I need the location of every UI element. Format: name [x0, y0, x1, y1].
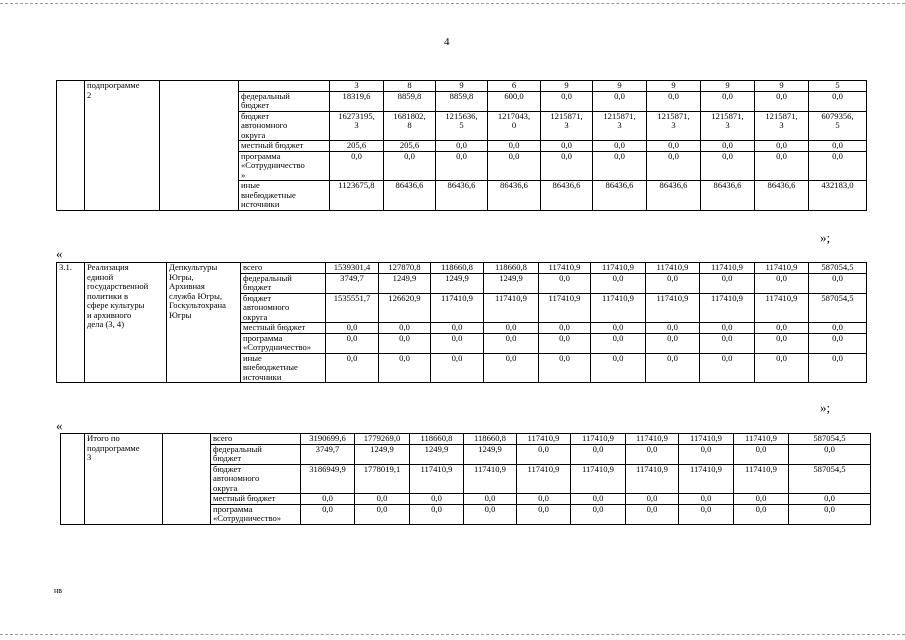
value-cell: 1249,9	[431, 273, 484, 293]
value-cell: 6	[488, 81, 541, 92]
number-cell	[61, 434, 85, 525]
subprogram-2-totals-table	[56, 80, 867, 211]
value-cell: 0,0	[571, 504, 626, 524]
value-cell: 127870,8	[379, 263, 431, 274]
subprogram-name-cell: подпрограмме 2	[85, 81, 160, 211]
value-cell: 5	[809, 81, 867, 92]
value-cell: 1778019,1	[355, 464, 410, 494]
value-cell: 117410,9	[679, 464, 734, 494]
value-cell: 0,0	[755, 141, 809, 152]
value-cell: 0,0	[734, 444, 789, 464]
value-cell: 117410,9	[755, 263, 809, 274]
value-cell: 117410,9	[646, 263, 700, 274]
value-cell: 0,0	[701, 141, 755, 152]
value-cell: 0,0	[701, 91, 755, 111]
value-cell: 0,0	[700, 323, 755, 334]
value-cell: 0,0	[517, 444, 571, 464]
footer-code: нв	[54, 586, 63, 595]
value-cell: 117410,9	[734, 434, 789, 445]
value-cell: 0,0	[484, 323, 539, 334]
value-cell: 0,0	[431, 323, 484, 334]
value-cell: 1215636, 5	[436, 111, 488, 141]
value-cell: 118660,8	[431, 263, 484, 274]
value-cell: 0,0	[647, 141, 701, 152]
funding-source-cell: программа «Сотрудничество »	[239, 151, 330, 181]
value-cell: 0,0	[379, 333, 431, 353]
value-cell: 432183,0	[809, 181, 867, 211]
value-cell: 9	[593, 81, 647, 92]
funding-source-cell: иные внебюджетные источники	[239, 181, 330, 211]
value-cell: 0,0	[539, 323, 591, 334]
opening-quote-mark: «	[56, 418, 63, 433]
value-cell: 0,0	[593, 141, 647, 152]
value-cell: 118660,8	[410, 434, 464, 445]
funding-source-cell: местный бюджет	[211, 494, 301, 505]
value-cell: 1539301,4	[326, 263, 379, 274]
value-cell: 0,0	[591, 333, 646, 353]
value-cell: 0,0	[593, 151, 647, 181]
value-cell: 0,0	[301, 504, 355, 524]
executor-cell: Депкультуры Югры, Архивная служба Югры, Госкультохрана Югры	[167, 263, 241, 383]
value-cell: 0,0	[809, 141, 867, 152]
value-cell: 117410,9	[679, 434, 734, 445]
value-cell: 86436,6	[436, 181, 488, 211]
value-cell: 0,0	[647, 91, 701, 111]
value-cell: 0,0	[626, 504, 679, 524]
value-cell: 0,0	[626, 494, 679, 505]
page-number: 4	[444, 36, 450, 48]
value-cell: 8	[384, 81, 436, 92]
value-cell: 0,0	[593, 91, 647, 111]
value-cell: 0,0	[700, 333, 755, 353]
value-cell: 118660,8	[464, 434, 517, 445]
value-cell: 1215871, 3	[647, 111, 701, 141]
value-cell: 0,0	[626, 444, 679, 464]
value-cell: 0,0	[591, 323, 646, 334]
value-cell: 0,0	[809, 353, 867, 383]
value-cell: 0,0	[355, 504, 410, 524]
value-cell: 0,0	[541, 91, 593, 111]
value-cell: 1123675,8	[330, 181, 384, 211]
funding-source-cell	[239, 81, 330, 92]
value-cell: 3749,7	[301, 444, 355, 464]
value-cell: 587054,5	[789, 464, 871, 494]
subprogram-name-cell: Итого по подпрограмме 3	[85, 434, 163, 525]
value-cell: 0,0	[700, 353, 755, 383]
value-cell: 1215871, 3	[593, 111, 647, 141]
value-cell: 117410,9	[626, 464, 679, 494]
value-cell: 1681802, 8	[384, 111, 436, 141]
value-cell: 0,0	[326, 323, 379, 334]
value-cell: 9	[541, 81, 593, 92]
value-cell: 1249,9	[464, 444, 517, 464]
executor-cell	[163, 434, 211, 525]
value-cell: 1249,9	[484, 273, 539, 293]
value-cell: 117410,9	[464, 464, 517, 494]
value-cell: 0,0	[789, 444, 871, 464]
value-cell: 3190699,6	[301, 434, 355, 445]
value-cell: 0,0	[755, 323, 809, 334]
value-cell: 117410,9	[700, 293, 755, 323]
value-cell: 0,0	[484, 333, 539, 353]
value-cell: 0,0	[679, 494, 734, 505]
value-cell: 1535551,7	[326, 293, 379, 323]
value-cell: 1215871, 3	[755, 111, 809, 141]
opening-quote-mark: «	[56, 246, 63, 261]
value-cell: 117410,9	[517, 434, 571, 445]
value-cell: 117410,9	[431, 293, 484, 323]
funding-source-cell: бюджет автономного округа	[241, 293, 326, 323]
funding-source-cell: бюджет автономного округа	[211, 464, 301, 494]
subprogram-3-totals-table	[60, 433, 871, 525]
value-cell: 0,0	[809, 91, 867, 111]
table-row	[57, 263, 867, 274]
value-cell: 126620,9	[379, 293, 431, 323]
value-cell: 0,0	[755, 353, 809, 383]
closing-quote-mark: »;	[820, 400, 831, 415]
value-cell: 0,0	[755, 333, 809, 353]
value-cell: 1249,9	[379, 273, 431, 293]
scan-edge-bottom	[0, 634, 905, 635]
value-cell: 0,0	[789, 504, 871, 524]
value-cell: 205,6	[330, 141, 384, 152]
value-cell: 117410,9	[734, 464, 789, 494]
closing-quote-mark: »;	[820, 230, 831, 245]
value-cell: 0,0	[464, 504, 517, 524]
value-cell: 0,0	[410, 504, 464, 524]
funding-source-cell: всего	[241, 263, 326, 274]
value-cell: 117410,9	[571, 434, 626, 445]
value-cell: 0,0	[755, 273, 809, 293]
value-cell: 3	[330, 81, 384, 92]
value-cell: 0,0	[355, 494, 410, 505]
activity-name-cell: Реализация единой государственной политики в сфере культуры и архивного дела (3, 4)	[85, 263, 167, 383]
value-cell: 0,0	[734, 494, 789, 505]
value-cell: 0,0	[539, 353, 591, 383]
activity-number-cell: 3.1.	[57, 263, 85, 383]
value-cell: 86436,6	[755, 181, 809, 211]
funding-source-cell: всего	[211, 434, 301, 445]
funding-source-cell: федеральный бюджет	[239, 91, 330, 111]
value-cell: 117410,9	[539, 263, 591, 274]
value-cell: 117410,9	[646, 293, 700, 323]
table-row	[61, 434, 871, 445]
funding-source-cell: местный бюджет	[241, 323, 326, 334]
value-cell: 0,0	[734, 504, 789, 524]
value-cell: 8859,8	[384, 91, 436, 111]
value-cell: 0,0	[326, 333, 379, 353]
value-cell: 9	[647, 81, 701, 92]
value-cell: 3186949,9	[301, 464, 355, 494]
value-cell: 587054,5	[789, 434, 871, 445]
value-cell: 0,0	[755, 91, 809, 111]
value-cell: 86436,6	[647, 181, 701, 211]
value-cell: 86436,6	[701, 181, 755, 211]
value-cell: 0,0	[517, 494, 571, 505]
value-cell: 0,0	[517, 504, 571, 524]
funding-source-cell: федеральный бюджет	[211, 444, 301, 464]
value-cell: 117410,9	[410, 464, 464, 494]
value-cell: 0,0	[436, 141, 488, 152]
value-cell: 6079356, 5	[809, 111, 867, 141]
value-cell: 0,0	[809, 333, 867, 353]
value-cell: 600,0	[488, 91, 541, 111]
value-cell: 205,6	[384, 141, 436, 152]
value-cell: 0,0	[755, 151, 809, 181]
value-cell: 0,0	[431, 353, 484, 383]
funding-source-cell: местный бюджет	[239, 141, 330, 152]
value-cell: 0,0	[541, 141, 593, 152]
value-cell: 117410,9	[626, 434, 679, 445]
value-cell: 0,0	[539, 273, 591, 293]
value-cell: 9	[701, 81, 755, 92]
value-cell: 0,0	[484, 353, 539, 383]
value-cell: 117410,9	[591, 263, 646, 274]
value-cell: 1249,9	[410, 444, 464, 464]
value-cell: 117410,9	[700, 263, 755, 274]
value-cell: 117410,9	[755, 293, 809, 323]
value-cell: 16273195, 3	[330, 111, 384, 141]
value-cell: 1215871, 3	[701, 111, 755, 141]
number-cell	[57, 81, 85, 211]
value-cell: 0,0	[436, 151, 488, 181]
value-cell: 117410,9	[591, 293, 646, 323]
value-cell: 0,0	[646, 353, 700, 383]
funding-source-cell: программа «Сотрудничество»	[211, 504, 301, 524]
value-cell: 587054,5	[809, 293, 867, 323]
value-cell: 3749,7	[326, 273, 379, 293]
funding-source-cell: бюджет автономного округа	[239, 111, 330, 141]
value-cell: 0,0	[646, 333, 700, 353]
funding-source-cell: иные внебюджетные источники	[241, 353, 326, 383]
value-cell: 0,0	[431, 333, 484, 353]
value-cell: 1249,9	[355, 444, 410, 464]
value-cell: 117410,9	[484, 293, 539, 323]
value-cell: 1217043, 0	[488, 111, 541, 141]
value-cell: 1215871, 3	[541, 111, 593, 141]
value-cell: 0,0	[700, 273, 755, 293]
value-cell: 1779269,0	[355, 434, 410, 445]
value-cell: 0,0	[464, 494, 517, 505]
value-cell: 0,0	[326, 353, 379, 383]
value-cell: 18319,6	[330, 91, 384, 111]
value-cell: 0,0	[646, 323, 700, 334]
value-cell: 0,0	[646, 273, 700, 293]
value-cell: 587054,5	[809, 263, 867, 274]
value-cell: 0,0	[330, 151, 384, 181]
value-cell: 0,0	[301, 494, 355, 505]
value-cell: 0,0	[384, 151, 436, 181]
value-cell: 0,0	[809, 273, 867, 293]
value-cell: 0,0	[679, 444, 734, 464]
value-cell: 0,0	[591, 273, 646, 293]
value-cell: 0,0	[410, 494, 464, 505]
value-cell: 0,0	[591, 353, 646, 383]
value-cell: 0,0	[809, 151, 867, 181]
activity-3-1-table	[56, 262, 867, 383]
value-cell: 117410,9	[517, 464, 571, 494]
value-cell: 0,0	[647, 151, 701, 181]
value-cell: 118660,8	[484, 263, 539, 274]
value-cell: 86436,6	[384, 181, 436, 211]
value-cell: 0,0	[541, 151, 593, 181]
value-cell: 0,0	[809, 323, 867, 334]
value-cell: 117410,9	[571, 464, 626, 494]
value-cell: 0,0	[539, 333, 591, 353]
value-cell: 9	[436, 81, 488, 92]
funding-source-cell: программа «Сотрудничество»	[241, 333, 326, 353]
value-cell: 86436,6	[488, 181, 541, 211]
value-cell: 0,0	[379, 353, 431, 383]
value-cell: 0,0	[701, 151, 755, 181]
value-cell: 86436,6	[593, 181, 647, 211]
value-cell: 9	[755, 81, 809, 92]
table-row	[57, 81, 867, 92]
value-cell: 8859,8	[436, 91, 488, 111]
value-cell: 0,0	[679, 504, 734, 524]
value-cell: 0,0	[789, 494, 871, 505]
value-cell: 117410,9	[539, 293, 591, 323]
value-cell: 0,0	[488, 141, 541, 152]
value-cell: 0,0	[571, 494, 626, 505]
value-cell: 86436,6	[541, 181, 593, 211]
executor-cell	[160, 81, 239, 211]
value-cell: 0,0	[379, 323, 431, 334]
funding-source-cell: федеральный бюджет	[241, 273, 326, 293]
value-cell: 0,0	[488, 151, 541, 181]
scan-edge-top	[0, 3, 905, 4]
value-cell: 0,0	[571, 444, 626, 464]
